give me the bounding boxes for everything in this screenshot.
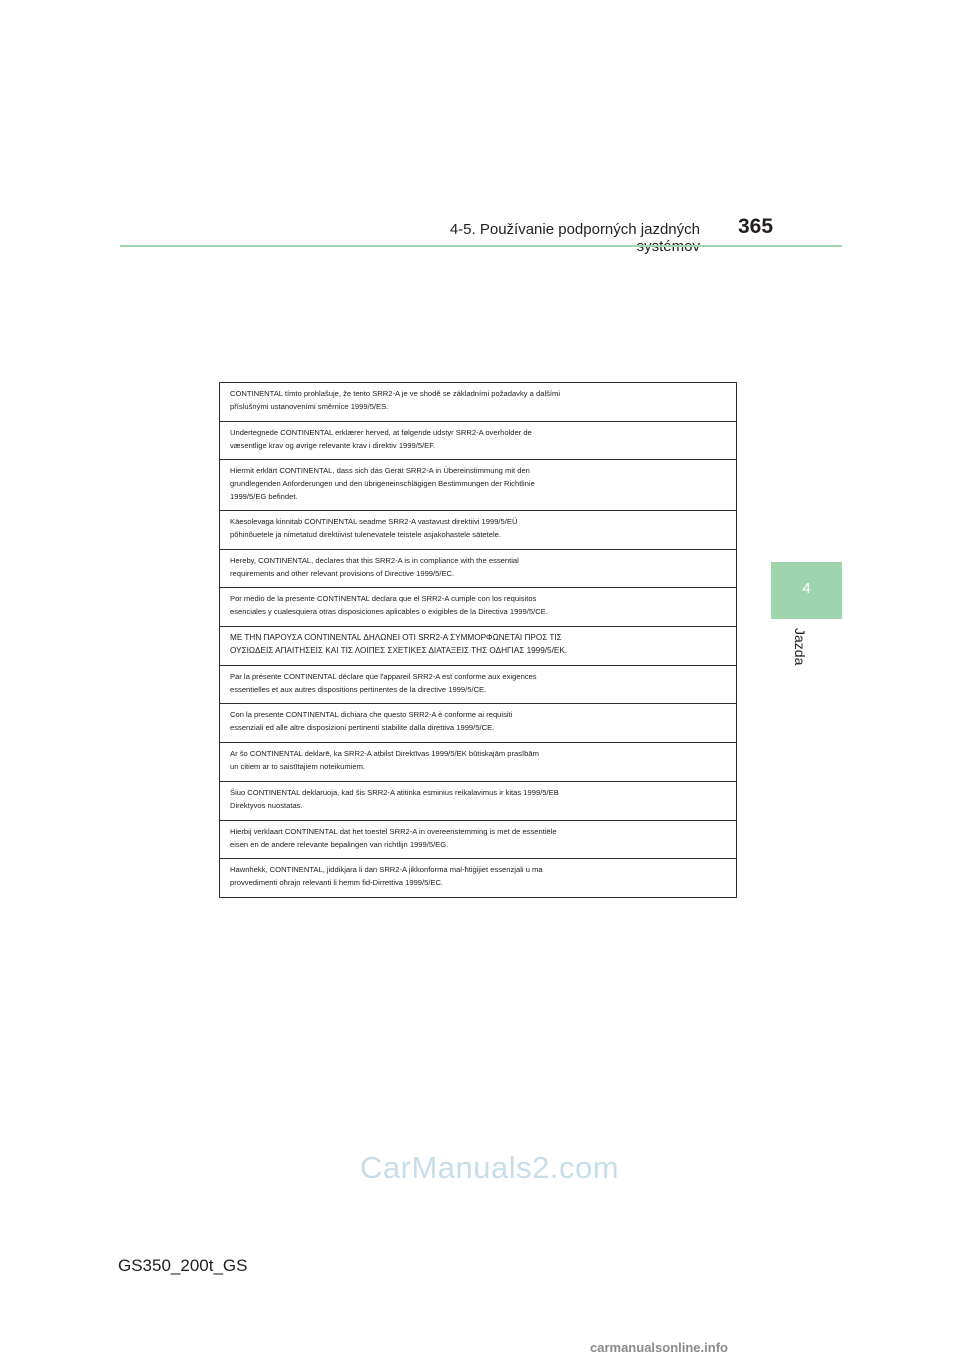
declaration-line: Hiermit erklärt CONTINENTAL, dass sich das Gerät SRR2-A in Übereinstimmung mit den [230,466,530,476]
declaration-row-en [220,550,736,589]
declaration-line: Par la présente CONTINENTAL déclare que l'appareil SRR2-A est conforme aux exigences [230,671,537,681]
declaration-row-it [220,704,736,743]
declaration-line: 1999/5/EG befindet. [230,492,298,502]
section-title: 4-5. Používanie podporných jazdných [449,221,700,238]
declaration-line: un citiem ar to saistītajiem noteikumiem. [230,762,366,772]
declaration-line: Ar šo CONTINENTAL deklarē, ka SRR2-A atbilst Direktīvas 1999/5/EK būtiskajām prasībām [230,749,539,759]
model-code: GS350_200t_GS [118,1256,248,1275]
chapter-label: Jazda [792,628,808,666]
declaration-row-nl [220,821,736,860]
declaration-line: ΜΕ ΤΗΝ ΠΑΡΟΥΣΑ CONTINENTAL ΔΗΛΩΝΕΙ ΟΤΙ SRR2-A ΣΥΜΜΟΡΦΩΝΕΤΑΙ ΠΡΟΣ ΤΙΣ [230,633,562,643]
declaration-line: Por medio de la presente CONTINENTAL declara que el SRR2-A cumple con los requisitos [230,594,537,604]
declaration-line: Käesolevaga kinnitab CONTINENTAL seadme SRR2-A vastavust direktiivi 1999/5/EÜ [230,516,518,526]
chapter-tab [771,562,842,619]
declaration-line: Hereby, CONTINENTAL, declares that this SRR2-A is in compliance with the essential [230,555,519,565]
declaration-line: Hierbij verklaart CONTINENTAL dat het toestel SRR2-A in overeenstemming is met de essentiële [230,826,557,836]
declaration-row-el [220,627,736,666]
watermark-logo: CarManuals2.com [360,1150,620,1185]
declaration-line: væsentlige krav og øvrige relevante krav i direktiv 1999/5/EF. [230,440,436,450]
declaration-row-et [220,511,736,550]
declaration-row-mt [220,859,736,897]
declaration-row-da [220,422,736,461]
declaration-line: CONTINENTAL tímto prohlašuje, že tento SRR2-A je ve shodě se základními požadavky a dalšími [230,389,561,398]
footer-site-watermark: carmanualsonline.info [590,1340,728,1355]
declaration-line: requirements and other relevant provisions of Directive 1999/5/EC. [230,568,455,578]
declaration-line: essentielles et aux autres dispositions pertinentes de la directive 1999/5/CE. [230,684,487,694]
declaration-line: põhinõuetele ja nimetatud direktiivist tulenevatele teistele asjakohastele sätetele. [230,529,502,539]
declaration-line: Hawnhekk, CONTINENTAL, jiddikjara li dan SRR2-A jikkonforma mal-ħtiġijiet essenzjali u ma [230,865,543,875]
declaration-table [219,382,737,898]
declaration-line: eisen en de andere relevante bepalingen van richtlijn 1999/5/EG. [230,839,449,849]
declaration-row-lv [220,743,736,782]
declaration-line: Con la presente CONTINENTAL dichiara che questo SRR2-A è conforme ai requisiti [230,710,513,720]
declaration-line: provvedimenti oħrajn relevanti li hemm fid-Dirrettiva 1999/5/EC. [230,878,444,888]
declaration-line: Undertegnede CONTINENTAL erklærer herved, at følgende udstyr SRR2-A overholder de [230,427,532,437]
header-divider [120,245,842,247]
page-number: 365 [738,215,774,238]
declaration-line: esenciales y cualesquiera otras disposiciones aplicables o exigibles de la Directiva 1999/5/CE. [230,607,548,617]
declaration-line: grundlegenden Anforderungen und den übrigeneinschlägigen Bestimmungen der Richtlinie [230,479,535,489]
declaration-line: ΟΥΣΙΩΔΕΙΣ ΑΠΑΙΤΗΣΕΙΣ ΚΑΙ ΤΙΣ ΛΟΙΠΕΣ ΣΧΕΤΙΚΕΣ ΔΙΑΤΑΞΕΙΣ ΤΗΣ ΟΔΗΓΙΑΣ 1999/5/ΕΚ. [230,646,568,656]
declaration-row-cs [220,383,736,422]
declaration-line: Šiuo CONTINENTAL deklaruoja, kad šis SRR2-A atitinka esminius reikalavimus ir kitas 1999/5/EB [230,787,559,797]
declaration-row-fr [220,666,736,705]
declaration-line: Direktyvos nuostatas. [230,800,303,810]
declaration-row-lt [220,782,736,821]
declaration-line: essenziali ed alle altre disposizioni pertinenti stabilite dalla direttiva 1999/5/CE. [230,723,495,733]
declaration-row-es [220,588,736,627]
declaration-line: příslušnými ustanoveními směrnice 1999/5/ES. [230,402,389,411]
declaration-row-de [220,460,736,511]
chapter-number: 4 [802,580,811,597]
